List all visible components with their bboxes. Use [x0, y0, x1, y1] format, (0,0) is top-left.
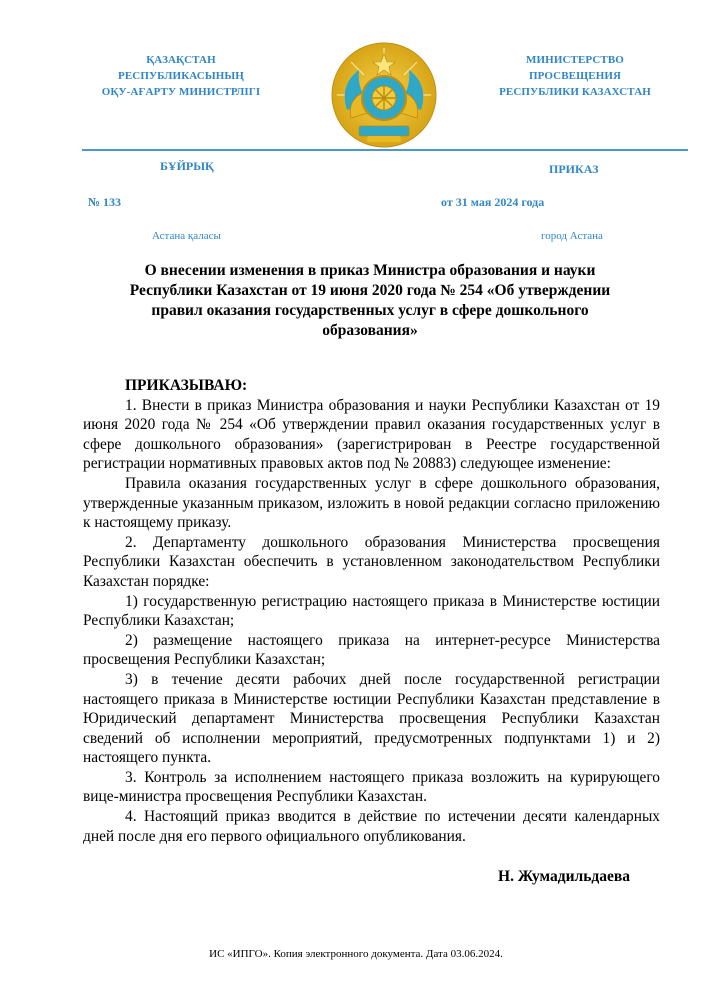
header-right-line: ПРОСВЕЩЕНИЯ: [528, 70, 622, 82]
header-right-line: МИНИСТЕРСТВО: [526, 54, 624, 66]
document-body: [83, 376, 660, 846]
header-divider: [82, 149, 688, 151]
header-right-ministry-ru: [465, 52, 685, 100]
order-heading: ПРИКАЗЫВАЮ:: [125, 377, 248, 394]
title-line: образования»: [322, 322, 418, 339]
paragraph: 1) государственную регистрацию настоящего приказа в Министерстве юстиции Республики Казахстан;: [83, 592, 660, 630]
state-emblem-icon: [329, 40, 439, 150]
paragraph: 4. Настоящий приказ вводится в действие по истечении десяти календарных дней после дня его первого официального опубликования.: [83, 808, 660, 845]
title-line: О внесении изменения в приказ Министра образования и науки: [144, 262, 596, 279]
header-left-line: ҚАЗАҚСТАН: [146, 54, 216, 66]
city-ru: город Астана: [541, 230, 603, 242]
paragraph: 3. Контроль за исполнением настоящего приказа возложить на курирующего вице-министра просвещения Республики Казахстан.: [83, 768, 660, 806]
doc-number: № 133: [88, 195, 122, 209]
header-right-line: РЕСПУБЛИКИ КАЗАХСТАН: [499, 86, 651, 98]
title-line: Республики Казахстан от 19 июня 2020 года № 254 «Об утверждении: [129, 282, 611, 299]
document-title: [100, 261, 640, 341]
paragraph: 1. Внести в приказ Министра образования и науки Республики Казахстан от 19 июня 2020 года № 254 «Об утверждении правил оказания государственных услуг в сфере дошкольного образования» (зарегистрирован в Реестре государственной регистрации нормативных правовых актов под № 20883) следующее изменение:: [83, 396, 660, 473]
title-line: правил оказания государственных услуг в сфере дошкольного: [151, 302, 589, 319]
paragraph: 2) размещение настоящего приказа на интернет-ресурсе Министерства просвещения Республики Казахстан;: [83, 631, 660, 669]
signature-name: Н. Жумадильдаева: [498, 868, 630, 885]
doc-type-ru: ПРИКАЗ: [549, 162, 599, 176]
footer-note: ИС «ИПГО». Копия электронного документа. Дата 03.06.2024.: [209, 948, 503, 960]
paragraph: Правила оказания государственных услуг в сфере дошкольного образования, утвержденные указанным приказом, изложить в новой редакции согласно приложению к настоящему приказу.: [83, 474, 660, 532]
header-left-line: ОҚУ-АҒАРТУ МИНИСТРЛІГІ: [101, 86, 261, 98]
city-kz: Астана қаласы: [152, 230, 221, 242]
paragraph: 3) в течение десяти рабочих дней после государственной регистрации настоящего приказа в Министерстве юстиции Республики Казахстан представление в Юридический департамент Министерства просвещения Республики Казахстан сведений об исполнении мероприятий, предусмотренных подпунктами 1) и 2) настоящего пункта.: [83, 670, 660, 767]
header-left-line: РЕСПУБЛИКАСЫНЫҢ: [118, 70, 244, 82]
header-left-ministry-kz: [71, 52, 291, 100]
doc-type-kz: БҰЙРЫҚ: [160, 159, 214, 173]
doc-date: от 31 мая 2024 года: [441, 195, 545, 209]
paragraph: 2. Департаменту дошкольного образования Министерства просвещения Республики Казахстан обеспечить в установленном законодательством Республики Казахстан порядке:: [83, 533, 660, 590]
